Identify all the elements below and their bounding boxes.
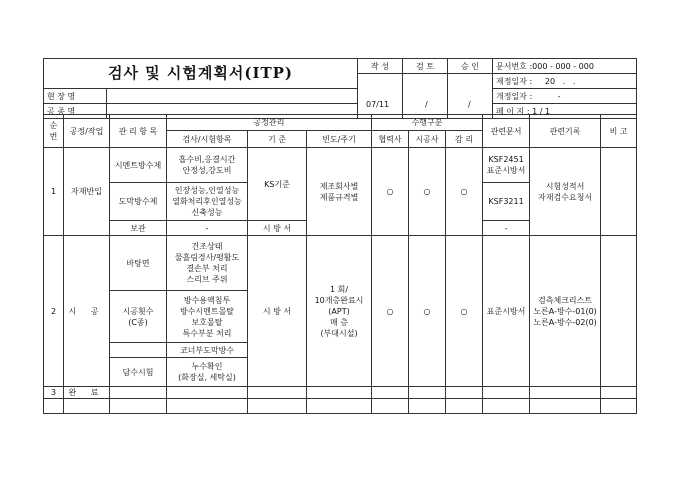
date-value: 07/11 xyxy=(366,100,390,109)
row1-item-a-tests: 흡수비,응결시간 안정성,강도비 xyxy=(167,148,248,183)
itp-main-table xyxy=(43,114,637,414)
established-date: 제정일자 : 20 . . xyxy=(493,74,637,89)
row1-remarks[interactable] xyxy=(601,148,637,236)
table-row xyxy=(44,387,637,399)
col-remarks: 비 고 xyxy=(601,115,637,148)
row2-item-b2-tests: 코너부도막방수 xyxy=(167,343,248,358)
col-contractor: 협력사 xyxy=(372,131,409,148)
col-inspection-item: 검사/시험항목 xyxy=(167,131,248,148)
table-row xyxy=(44,148,637,183)
row1-records: 시험성적서 자재검수요청서 xyxy=(530,148,601,236)
table-row xyxy=(44,399,637,414)
document-title: 검사 및 시험계획서(ITP) xyxy=(44,59,358,89)
author-sign-box[interactable] xyxy=(358,74,403,119)
row3-process: 완 료 xyxy=(64,387,110,399)
row2-mark-contractor: ○ xyxy=(372,236,409,387)
col-supervisor: 감 리 xyxy=(446,131,483,148)
col-seq: 순 번 xyxy=(44,115,64,148)
author-sign-label: 작 성 xyxy=(358,59,403,74)
revised-date: 개정일자 : - xyxy=(493,89,637,104)
col-performance: 수행구분 xyxy=(372,115,483,131)
project-name-label: 공 종 명 xyxy=(44,104,107,119)
date-slash-2: / xyxy=(468,100,471,109)
col-standard: 기 준 xyxy=(248,131,307,148)
col-related-records: 관련기록 xyxy=(530,115,601,148)
row1-item-c-standard: 시 방 서 xyxy=(248,221,307,236)
row2-mark-supervisor: ○ xyxy=(446,236,483,387)
row3-no: 3 xyxy=(44,387,64,399)
col-builder: 시공사 xyxy=(409,131,446,148)
doc-number: 문서번호 :000 - 000 - 000 xyxy=(493,59,637,74)
row1-no: 1 xyxy=(44,148,64,236)
itp-header-table xyxy=(43,58,637,119)
site-name-value[interactable] xyxy=(107,89,358,104)
row2-item-a: 바탕면 xyxy=(110,236,167,291)
date-slash-1: / xyxy=(425,100,428,109)
row1-mark-builder: ○ xyxy=(409,148,446,236)
row1-doc-b: KSF3211 xyxy=(483,183,530,221)
row2-standard: 시 방 서 xyxy=(248,236,307,387)
date-line xyxy=(358,99,498,111)
col-process: 공정/작업 xyxy=(64,115,110,148)
reviewer-sign-label: 검 토 xyxy=(403,59,448,74)
row1-mark-supervisor: ○ xyxy=(446,148,483,236)
row1-item-b: 도막방수제 xyxy=(110,183,167,221)
row2-item-b2 xyxy=(110,343,167,358)
approver-sign-box[interactable] xyxy=(448,74,493,119)
row2-remarks[interactable] xyxy=(601,236,637,387)
row2-item-b: 시공횟수 (C종) xyxy=(110,291,167,343)
approver-sign-label: 승 인 xyxy=(448,59,493,74)
col-mgmt-item: 관 리 항 목 xyxy=(110,115,167,148)
col-frequency: 빈도/주기 xyxy=(307,131,372,148)
row1-mark-contractor: ○ xyxy=(372,148,409,236)
row1-process: 자재반입 xyxy=(64,148,110,236)
col-process-mgmt: 공정관리 xyxy=(167,115,372,131)
row2-item-a-tests: 건조상태 물흘림경사/평활도 결손부 처리 스리브 주위 xyxy=(167,236,248,291)
table-row xyxy=(44,236,637,291)
row2-doc: 표준시방서 xyxy=(483,236,530,387)
row1-item-a: 시멘트방수제 xyxy=(110,148,167,183)
row1-standard: KS기준 xyxy=(248,148,307,221)
row2-frequency: 1 회/ 10개층완료시 (APT) 매 층 (부대시설) xyxy=(307,236,372,387)
row1-item-c-doc: - xyxy=(483,221,530,236)
row2-mark-builder: ○ xyxy=(409,236,446,387)
row2-records: 검측체크리스트 노른A-방수-01(0) 노른A-방수-02(0) xyxy=(530,236,601,387)
site-name-label: 현 장 명 xyxy=(44,89,107,104)
row2-item-c-tests: 누수확인 (화장실, 세탁실) xyxy=(167,358,248,387)
row2-item-b-tests: 방수용액침투 방수시멘트몰탈 보호몰탈 특수부분 처리 xyxy=(167,291,248,343)
row1-item-c-tests: - xyxy=(167,221,248,236)
row1-item-b-tests: 인장성능,인열성능 열화처리후인열성능 신축성능 xyxy=(167,183,248,221)
row1-doc-a: KSF2451 표준시방서 xyxy=(483,148,530,183)
row2-item-c: 담수시험 xyxy=(110,358,167,387)
row1-item-c: 보관 xyxy=(110,221,167,236)
row2-process: 시 공 xyxy=(64,236,110,387)
row1-frequency: 제조회사별 제품규격별 xyxy=(307,148,372,236)
col-related-docs: 관련문서 xyxy=(483,115,530,148)
page-number: 페 이 지 : 1 / 1 xyxy=(493,104,637,119)
reviewer-sign-box[interactable] xyxy=(403,74,448,119)
row2-no: 2 xyxy=(44,236,64,387)
